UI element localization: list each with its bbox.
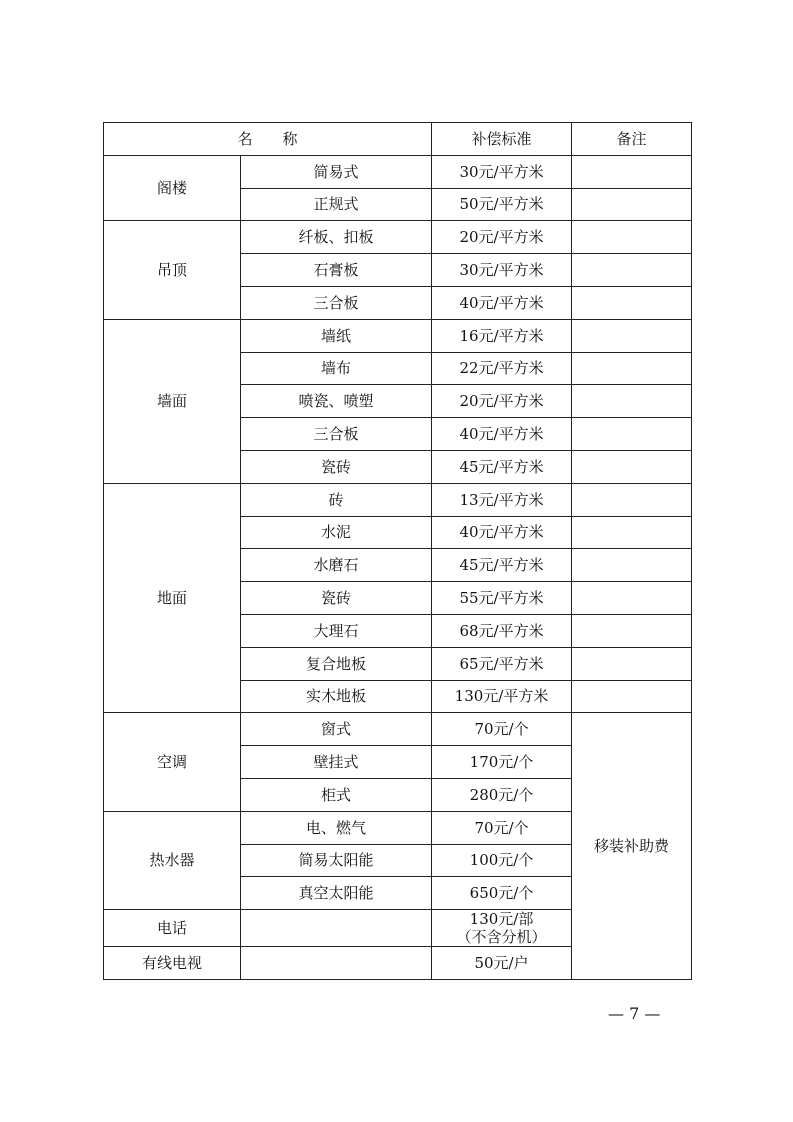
remark-cell	[572, 352, 692, 385]
category-aircon: 空调	[104, 713, 241, 811]
price-cell: 280元/个	[432, 778, 572, 811]
remark-cell	[572, 549, 692, 582]
price-cell: 50元/户	[432, 947, 572, 980]
price-cell: 70元/个	[432, 713, 572, 746]
table-row	[104, 155, 692, 188]
item-cell: 水泥	[241, 516, 432, 549]
item-cell: 砖	[241, 483, 432, 516]
category-heater: 热水器	[104, 811, 241, 909]
item-cell: 墙纸	[241, 319, 432, 352]
price-cell: 55元/平方米	[432, 582, 572, 615]
item-cell: 实木地板	[241, 680, 432, 713]
remark-cell	[572, 647, 692, 680]
remark-cell	[572, 221, 692, 254]
price-cell: 40元/平方米	[432, 418, 572, 451]
remark-cell	[572, 319, 692, 352]
price-phone-line2: （不含分机）	[456, 928, 547, 947]
item-cell: 石膏板	[241, 254, 432, 287]
price-cell: 16元/平方米	[432, 319, 572, 352]
item-cell: 复合地板	[241, 647, 432, 680]
compensation-table	[103, 122, 692, 980]
item-cell: 瓷砖	[241, 450, 432, 483]
item-cell: 墙布	[241, 352, 432, 385]
item-cell: 窗式	[241, 713, 432, 746]
remark-cell	[572, 582, 692, 615]
price-cell: 22元/平方米	[432, 352, 572, 385]
price-cell: 650元/个	[432, 877, 572, 910]
price-cell: 130元/平方米	[432, 680, 572, 713]
category-floor: 地面	[104, 483, 241, 713]
remark-cell	[572, 155, 692, 188]
item-cell: 三合板	[241, 418, 432, 451]
remark-cell	[572, 188, 692, 221]
price-cell: 20元/平方米	[432, 385, 572, 418]
category-ceiling: 吊顶	[104, 221, 241, 319]
remark-cell	[572, 450, 692, 483]
item-cell: 简易太阳能	[241, 844, 432, 877]
category-attic: 阁楼	[104, 155, 241, 221]
price-cell: 45元/平方米	[432, 549, 572, 582]
header-standard: 补偿标准	[432, 123, 572, 156]
item-cell: 正规式	[241, 188, 432, 221]
category-cabletv: 有线电视	[104, 947, 241, 980]
header-name: 名 称	[104, 123, 432, 156]
remark-cell	[572, 286, 692, 319]
item-cell: 简易式	[241, 155, 432, 188]
price-cell: 50元/平方米	[432, 188, 572, 221]
price-cell: 30元/平方米	[432, 254, 572, 287]
header-row	[104, 123, 692, 156]
price-cell: 40元/平方米	[432, 286, 572, 319]
header-remark: 备注	[572, 123, 692, 156]
item-cell: 大理石	[241, 614, 432, 647]
table-row	[104, 713, 692, 746]
item-cell	[241, 947, 432, 980]
price-cell: 65元/平方米	[432, 647, 572, 680]
remark-cell	[572, 418, 692, 451]
item-cell: 三合板	[241, 286, 432, 319]
item-cell	[241, 910, 432, 947]
price-cell: 170元/个	[432, 746, 572, 779]
item-cell: 喷瓷、喷塑	[241, 385, 432, 418]
price-cell-phone	[432, 910, 572, 947]
table-row	[104, 221, 692, 254]
table-row	[104, 319, 692, 352]
item-cell: 纤板、扣板	[241, 221, 432, 254]
item-cell: 水磨石	[241, 549, 432, 582]
price-cell: 68元/平方米	[432, 614, 572, 647]
remark-relocation-subsidy: 移装补助费	[572, 713, 692, 980]
price-cell: 70元/个	[432, 811, 572, 844]
remark-cell	[572, 254, 692, 287]
item-cell: 真空太阳能	[241, 877, 432, 910]
table-row	[104, 483, 692, 516]
price-cell: 13元/平方米	[432, 483, 572, 516]
price-cell: 45元/平方米	[432, 450, 572, 483]
item-cell: 电、燃气	[241, 811, 432, 844]
price-cell: 20元/平方米	[432, 221, 572, 254]
compensation-table-container	[103, 122, 692, 980]
price-phone-line1: 130元/部	[469, 910, 534, 929]
item-cell: 柜式	[241, 778, 432, 811]
item-cell: 壁挂式	[241, 746, 432, 779]
category-wall: 墙面	[104, 319, 241, 483]
remark-cell	[572, 385, 692, 418]
category-phone: 电话	[104, 910, 241, 947]
remark-cell	[572, 614, 692, 647]
page-number: — 7 —	[608, 1004, 661, 1023]
remark-cell	[572, 680, 692, 713]
remark-cell	[572, 516, 692, 549]
remark-cell	[572, 483, 692, 516]
price-cell: 100元/个	[432, 844, 572, 877]
price-cell: 30元/平方米	[432, 155, 572, 188]
item-cell: 瓷砖	[241, 582, 432, 615]
price-cell: 40元/平方米	[432, 516, 572, 549]
